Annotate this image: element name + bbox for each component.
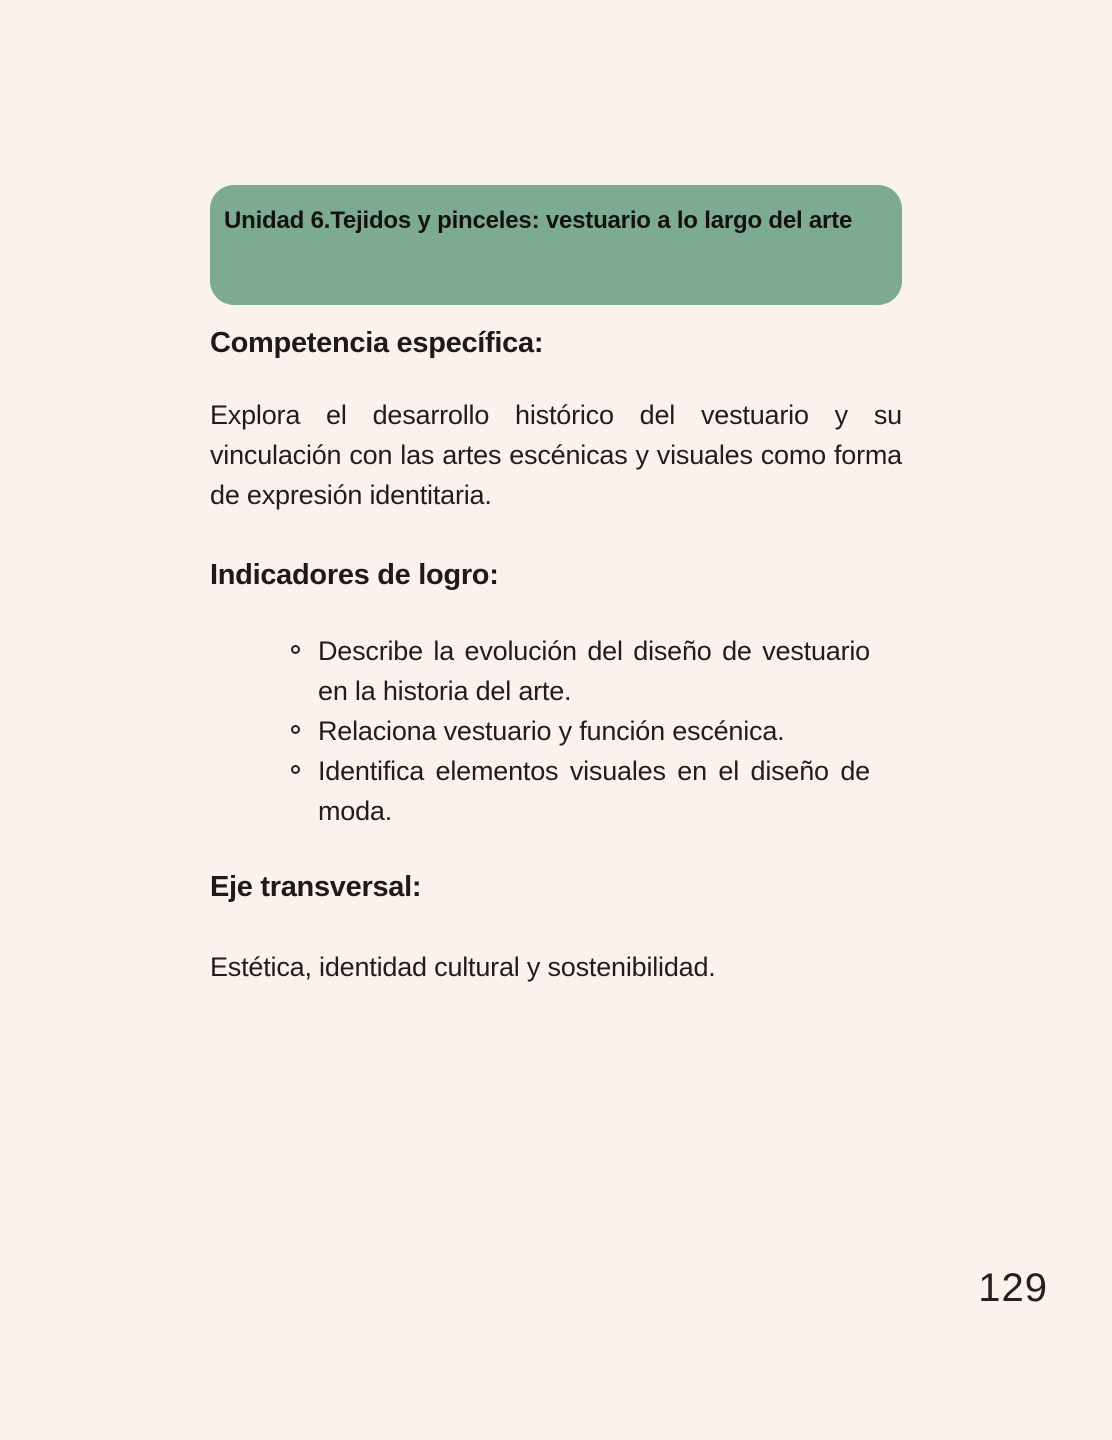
indicator-list xyxy=(290,631,870,831)
section-heading-eje: Eje transversal: xyxy=(210,871,422,903)
list-item-text: Describe la evolución del diseño de vestuario en la historia del arte. xyxy=(318,636,870,706)
section-heading-indicadores: Indicadores de logro: xyxy=(210,559,499,591)
unit-title-banner xyxy=(210,185,902,305)
unit-title: Unidad 6.Tejidos y pinceles: vestuario a lo largo del arte xyxy=(224,207,853,234)
list-item xyxy=(290,631,870,711)
list-item xyxy=(290,711,870,751)
section-heading-competencia: Competencia específica: xyxy=(210,327,544,359)
list-item-text: Relaciona vestuario y función escénica. xyxy=(318,716,785,746)
eje-body-paragraph: Estética, identidad cultural y sostenibilidad. xyxy=(210,952,716,982)
circle-bullet-icon xyxy=(291,725,300,734)
circle-bullet-icon xyxy=(291,645,300,654)
list-item-text: Identifica elementos visuales en el diseño de moda. xyxy=(318,756,870,826)
circle-bullet-icon xyxy=(291,765,300,774)
list-item xyxy=(290,751,870,831)
page-number: 129 xyxy=(978,1266,1048,1310)
competencia-body-paragraph: Explora el desarrollo histórico del vestuario y su vinculación con las artes escénicas y visuales como forma de expresión identitaria. xyxy=(210,400,902,510)
